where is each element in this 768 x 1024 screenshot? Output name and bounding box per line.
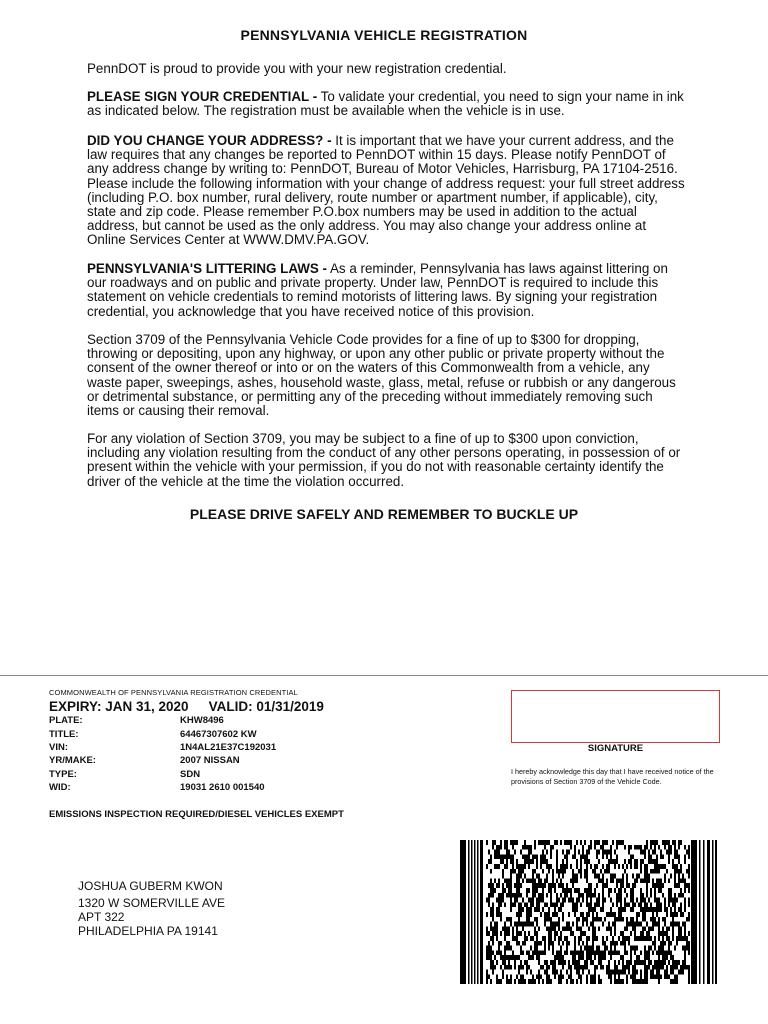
field-label: YR/MAKE: [49, 755, 96, 766]
field-label: TITLE: [49, 729, 79, 740]
violation-paragraph: For any violation of Section 3709, you may be subject to a fine of up to $300 upon conviction, including any violation resulting from the conduct of any other persons operating, in possession of or present within the vehicle with your permission, if you do not with reasonable certainty identify the driver of the vehicle at the time the violation occurred. [87, 431, 681, 489]
address-line-2: APT 322 [78, 910, 125, 924]
signature-label: SIGNATURE [587, 743, 644, 754]
littering-laws-heading: PENNSYLVANIA'S LITTERING LAWS - [87, 261, 328, 276]
sign-credential-paragraph [87, 90, 687, 118]
mailing-address [78, 879, 225, 938]
intro-paragraph: PennDOT is proud to provide you with your new registration credential. [87, 61, 507, 76]
closing-message: PLEASE DRIVE SAFELY AND REMEMBER TO BUCKLE UP [189, 506, 579, 522]
field-label: PLATE: [49, 715, 83, 726]
field-value: KHW8496 [180, 715, 224, 726]
littering-laws-text: As a reminder, Pennsylvania has laws against littering on our roadways and on public and private property. Under law, PennDOT is required to include this statement on vehicle credentials to remind motorists of littering laws. By signing your registration credential, you acknowledge that you have received notice of this provision. [87, 261, 668, 319]
address-line-1: 1320 W SOMERVILLE AVE [78, 896, 225, 910]
acknowledgement-note: I hereby acknowledge this day that I have received notice of the provisions of Section 3709 of the Vehicle Code. [511, 767, 714, 786]
valid-date: VALID: 01/31/2019 [208, 699, 324, 714]
field-value: 19031 2610 001540 [180, 782, 265, 793]
sign-credential-heading: PLEASE SIGN YOUR CREDENTIAL - [87, 89, 318, 104]
address-change-paragraph [87, 134, 687, 248]
field-value: 1N4AL21E37C192031 [180, 742, 277, 753]
field-label: TYPE: [49, 769, 77, 780]
address-change-text: It is important that we have your current address, and the law requires that any changes be reported to PennDOT within 15 days. Please notify PennDOT of any address change by writing to: PennDOT, Bureau of Motor Vehicles, Harrisburg, PA 17104-2516. Please include the following information with your change of address request: your full street address (including P.O. box number, rural delivery, route number or apartment number, if applicable), city, state and zip code. Please remember P.O.box numbers may be used in addition to the actual address, but cannot be used as the only address. You may also change your address online at Online Services Center at WWW.DMV.PA.GOV. [87, 133, 685, 248]
signature-box[interactable] [511, 690, 720, 743]
pdf417-barcode [460, 840, 717, 984]
field-label: VIN: [49, 742, 68, 753]
page-title: PENNSYLVANIA VEHICLE REGISTRATION [240, 27, 528, 43]
field-value: 2007 NISSAN [180, 755, 240, 766]
field-label: WID: [49, 782, 71, 793]
expiry-date: EXPIRY: JAN 31, 2020 [49, 699, 189, 714]
perforation-divider [0, 675, 768, 676]
field-value: 64467307602 KW [180, 729, 257, 740]
littering-laws-paragraph [87, 262, 687, 319]
expiry-valid-row [49, 699, 324, 714]
address-change-heading: DID YOU CHANGE YOUR ADDRESS? - [87, 133, 332, 148]
owner-name: JOSHUA GUBERM KWON [78, 879, 223, 893]
section-3709-paragraph: Section 3709 of the Pennsylvania Vehicle Code provides for a fine of up to $300 for dropping, throwing or depositing, upon any highway, or upon any other public or private property without the consent of the owner thereof or into or on the waters of this Commonwealth from a vehicle, any waste paper, sweepings, ashes, household waste, glass, metal, refuse or rubbish or any dangerous or detrimental substance, or permitting any of the preceding without immediately removing such items or causing their removal. [87, 332, 676, 419]
emissions-notice: EMISSIONS INSPECTION REQUIRED/DIESEL VEHICLES EXEMPT [49, 809, 344, 820]
address-line-3: PHILADELPHIA PA 19141 [78, 924, 218, 938]
credential-header: COMMONWEALTH OF PENNSYLVANIA REGISTRATION CREDENTIAL [49, 688, 298, 697]
sign-credential-text: To validate your credential, you need to sign your name in ink as indicated below. The registration must be available when the vehicle is in use. [87, 89, 684, 119]
field-value: SDN [180, 769, 201, 780]
